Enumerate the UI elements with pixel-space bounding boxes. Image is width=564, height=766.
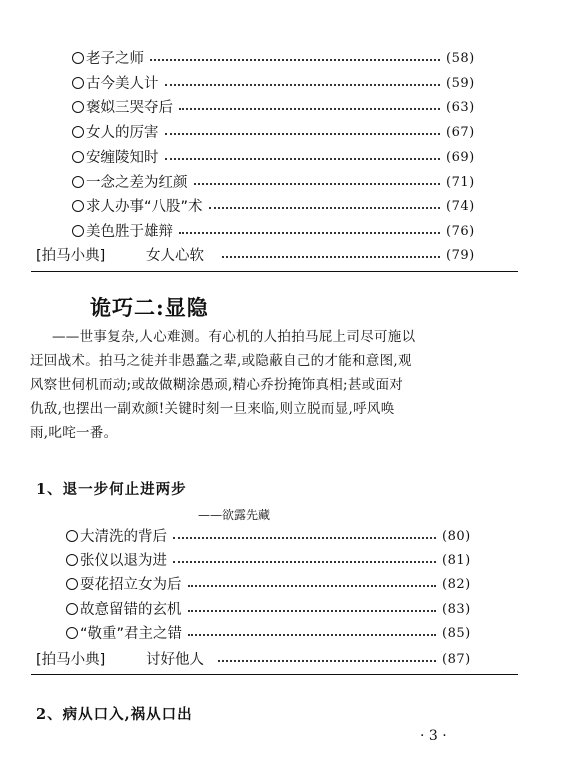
toc-tag: [拍马小典] <box>36 652 106 668</box>
toc-entry-title <box>66 548 167 574</box>
section-title: 1、退一步何止进两步 <box>36 481 187 498</box>
toc-entry <box>0 621 564 647</box>
circle-bullet-icon <box>72 77 84 89</box>
toc-leader-dots <box>165 84 440 86</box>
toc-entry-page: (83) <box>442 601 471 617</box>
paragraph-line: ——世事复杂,人心难测。有心机的人拍拍马屁上司尽可施以 <box>52 329 416 345</box>
toc-entry-page: (82) <box>442 577 471 593</box>
toc-entry <box>0 145 564 171</box>
toc-entry-text: 女人的厉害 <box>86 125 159 142</box>
circle-bullet-icon <box>72 225 84 237</box>
toc-entry-title <box>72 120 159 146</box>
toc-leader-dots <box>188 634 436 636</box>
toc-entry-text: 安缠陵知时 <box>86 149 159 166</box>
section-title: 2、病从口入,祸从口出 <box>36 706 193 723</box>
circle-bullet-icon <box>72 126 84 138</box>
circle-bullet-icon <box>72 200 84 212</box>
toc-entry-page: (58) <box>446 51 475 66</box>
chapter-paragraph <box>30 325 492 445</box>
toc-leader-dots <box>194 183 440 185</box>
toc-entry-title <box>66 572 182 598</box>
circle-bullet-icon <box>66 554 78 566</box>
toc-entry-page: (67) <box>446 125 475 141</box>
toc-leader-dots <box>173 561 436 563</box>
toc-entry-text: 一念之差为红颜 <box>86 174 188 191</box>
paragraph-line: 仇敌,也摆出一副欢颜!关键时刻一旦来临,则立脱而显,呼风唤 <box>30 401 395 417</box>
toc-leader-dots <box>188 585 436 587</box>
toc-entry <box>0 219 564 245</box>
toc-leader-dots <box>179 232 440 234</box>
toc-entry-title <box>66 621 182 647</box>
toc-entry-text: 美色胜于雄辩 <box>86 223 173 240</box>
toc-leader-dots <box>218 660 436 662</box>
toc-entry-page: (59) <box>446 75 475 91</box>
toc-leader-dots <box>222 256 440 258</box>
circle-bullet-icon <box>72 176 84 188</box>
circle-bullet-icon <box>66 578 78 590</box>
toc-entry-title <box>66 597 182 623</box>
toc-entry-title: 讨好他人 <box>146 652 204 668</box>
toc-entry-title <box>66 524 167 550</box>
toc-entry-title: 女人心软 <box>146 248 204 264</box>
toc-entry-title <box>72 71 159 97</box>
toc-entry <box>0 548 564 574</box>
toc-entry-text: 张仪以退为进 <box>80 553 167 570</box>
toc-extra-mid <box>0 647 564 673</box>
page-number: · 3 · <box>420 728 447 744</box>
toc-entry <box>0 170 564 196</box>
toc-entry-page: (87) <box>442 652 471 667</box>
circle-bullet-icon <box>72 101 84 113</box>
toc-entry <box>0 194 564 220</box>
toc-leader-dots <box>209 207 440 209</box>
toc-entry <box>0 572 564 598</box>
divider-rule <box>31 271 518 272</box>
toc-entry-page: (74) <box>446 199 475 215</box>
toc-entry <box>0 120 564 146</box>
toc-entry-page: (81) <box>442 553 471 569</box>
section-subtitle: ——欲露先藏 <box>198 508 271 522</box>
toc-leader-dots <box>188 610 436 612</box>
toc-entry-text: 大清洗的背后 <box>80 529 167 545</box>
toc-leader-dots <box>150 59 440 61</box>
circle-bullet-icon <box>66 603 78 615</box>
toc-entry-page: (79) <box>446 248 475 263</box>
toc-entry <box>0 524 564 550</box>
toc-leader-dots <box>173 537 436 539</box>
toc-leader-dots <box>165 133 440 135</box>
circle-bullet-icon <box>72 52 84 64</box>
toc-entry <box>0 95 564 121</box>
toc-entry-text: 褒姒三哭夺后 <box>86 100 173 117</box>
toc-entry <box>0 71 564 97</box>
toc-entry <box>0 597 564 623</box>
toc-extra-top <box>0 243 564 269</box>
toc-entry-page: (71) <box>446 174 475 190</box>
toc-entry-text: 故意留错的玄机 <box>80 601 182 618</box>
paragraph-line: 风察世伺机而动;或故做糊涂愚顽,精心乔扮掩饰真相;甚或面对 <box>30 377 404 393</box>
toc-entry-page: (63) <box>446 100 475 116</box>
toc-entry <box>0 46 564 72</box>
toc-entry-text: 耍花招立女为后 <box>80 577 182 594</box>
toc-tag: [拍马小典] <box>36 248 106 264</box>
toc-entry-title <box>72 145 159 171</box>
toc-entry-page: (85) <box>442 625 471 641</box>
toc-entry-text: 求人办事“八股”术 <box>86 199 203 216</box>
toc-entry-page: (69) <box>446 149 475 165</box>
paragraph-line: 雨,叱咤一番。 <box>30 425 118 441</box>
toc-entry-text: “敬重”君主之错 <box>80 625 183 642</box>
toc-leader-dots <box>165 158 440 160</box>
toc-entry-text: 古今美人计 <box>86 75 159 92</box>
toc-entry-title <box>72 46 144 72</box>
toc-leader-dots <box>179 108 440 110</box>
divider-rule <box>31 674 518 675</box>
chapter-heading: 诡巧二:显隐 <box>90 295 209 320</box>
paragraph-line: 迂回战术。拍马之徒并非愚蠢之辈,或隐蔽自己的才能和意图,观 <box>30 353 412 369</box>
toc-entry-page: (80) <box>442 529 471 544</box>
toc-entry-title <box>72 194 203 220</box>
circle-bullet-icon <box>72 151 84 163</box>
circle-bullet-icon <box>66 627 78 639</box>
circle-bullet-icon <box>66 530 78 542</box>
toc-entry-text: 老子之师 <box>86 51 144 67</box>
toc-entry-title <box>72 95 173 121</box>
toc-entry-title <box>72 170 188 196</box>
toc-entry-page: (76) <box>446 223 475 239</box>
toc-entry-title <box>72 219 173 245</box>
